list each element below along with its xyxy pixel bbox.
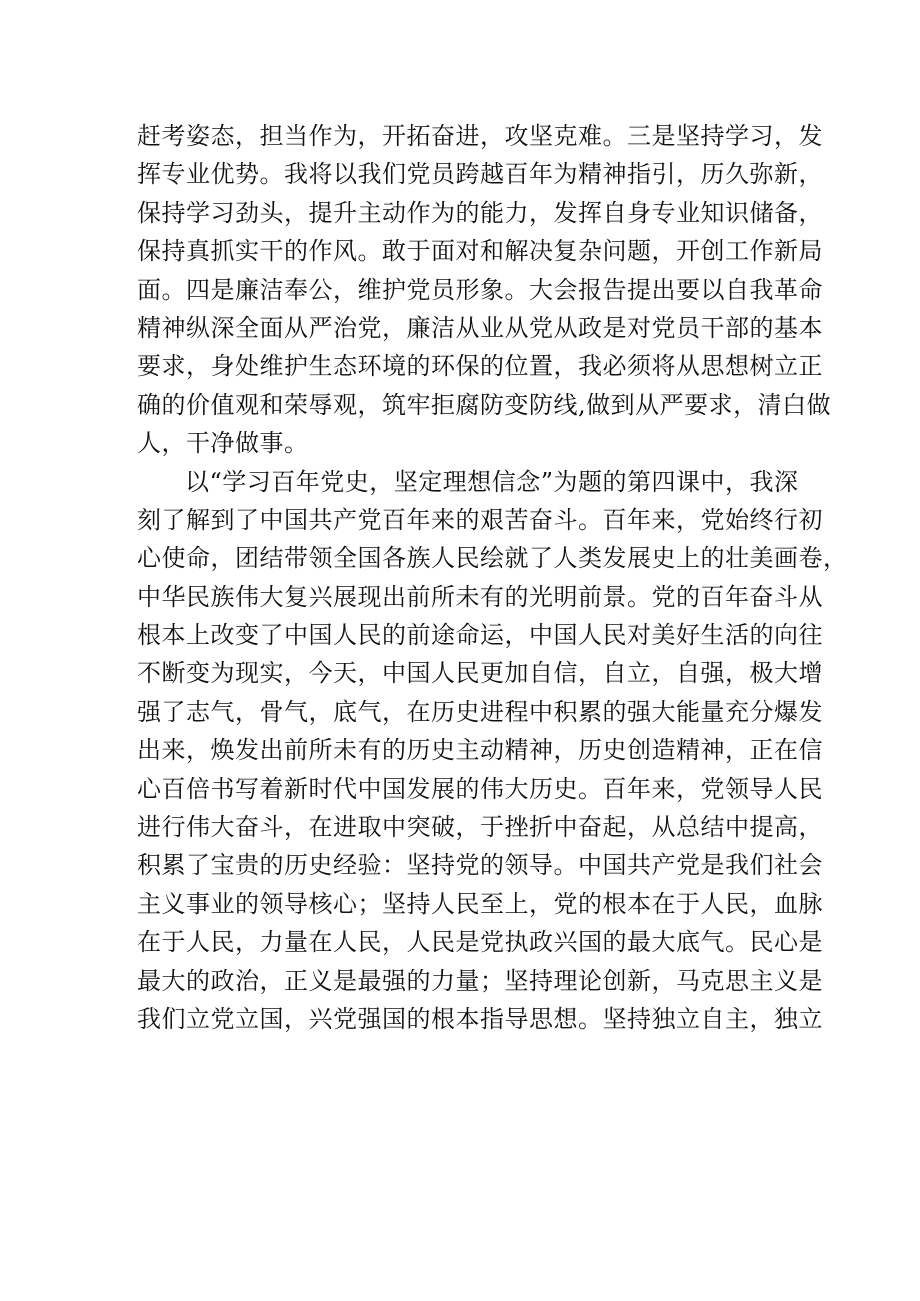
text-line: 心使命，团结带领全国各族人民绘就了人类发展史上的壮美画卷， bbox=[137, 544, 848, 573]
text-line: 根本上改变了中国人民的前途命运，中国人民对美好生活的向往 bbox=[137, 621, 823, 650]
text-line: 最大的政治，正义是最强的力量；坚持理论创新，马克思主义是 bbox=[137, 966, 823, 995]
text-line: 心百倍书写着新时代中国发展的伟大历史。百年来，党领导人民 bbox=[137, 774, 823, 803]
paragraph-start-line: 以“学习百年党史，坚定理想信念”为题的第四课中，我深 bbox=[185, 467, 799, 496]
text-line: 中华民族伟大复兴展现出前所未有的光明前景。党的百年奋斗从 bbox=[137, 582, 823, 611]
text-line: 保持真抓实干的作风。敢于面对和解决复杂问题，开创工作新局 bbox=[137, 237, 823, 266]
text-line: 面。四是廉洁奉公，维护党员形象。大会报告提出要以自我革命 bbox=[137, 275, 823, 304]
text-line: 主义事业的领导核心；坚持人民至上，党的根本在于人民，血脉 bbox=[137, 889, 823, 918]
text-line: 出来，焕发出前所未有的历史主动精神，历史创造精神，正在信 bbox=[137, 736, 823, 765]
text-line: 不断变为现实，今天，中国人民更加自信，自立，自强，极大增 bbox=[137, 659, 823, 688]
text-line: 在于人民，力量在人民，人民是党执政兴国的最大底气。民心是 bbox=[137, 928, 823, 957]
text-line: 挥专业优势。我将以我们党员跨越百年为精神指引，历久弥新， bbox=[137, 160, 823, 189]
text-line: 保持学习劲头，提升主动作为的能力，发挥自身专业知识储备， bbox=[137, 198, 823, 227]
text-line: 我们立党立国，兴党强国的根本指导思想。坚持独立自主，独立 bbox=[137, 1004, 823, 1033]
text-line: 进行伟大奋斗，在进取中突破，于挫折中奋起，从总结中提高， bbox=[137, 813, 823, 842]
text-line: 人，干净做事。 bbox=[137, 429, 309, 458]
text-line: 确的价值观和荣辱观，筑牢拒腐防变防线,做到从严要求，清白做 bbox=[137, 390, 832, 419]
text-line: 积累了宝贵的历史经验：坚持党的领导。中国共产党是我们社会 bbox=[137, 851, 823, 880]
text-line: 赶考姿态，担当作为，开拓奋进，攻坚克难。三是坚持学习，发 bbox=[137, 122, 823, 150]
body-text bbox=[137, 117, 848, 1038]
text-line: 要求，身处维护生态环境的环保的位置，我必须将从思想树立正 bbox=[137, 352, 823, 381]
text-line: 强了志气，骨气，底气，在历史进程中积累的强大能量充分爆发 bbox=[137, 697, 823, 726]
text-line: 精神纵深全面从严治党，廉洁从业从党从政是对党员干部的基本 bbox=[137, 313, 823, 342]
text-line: 刻了解到了中国共产党百年来的艰苦奋斗。百年来，党始终行初 bbox=[137, 505, 823, 534]
